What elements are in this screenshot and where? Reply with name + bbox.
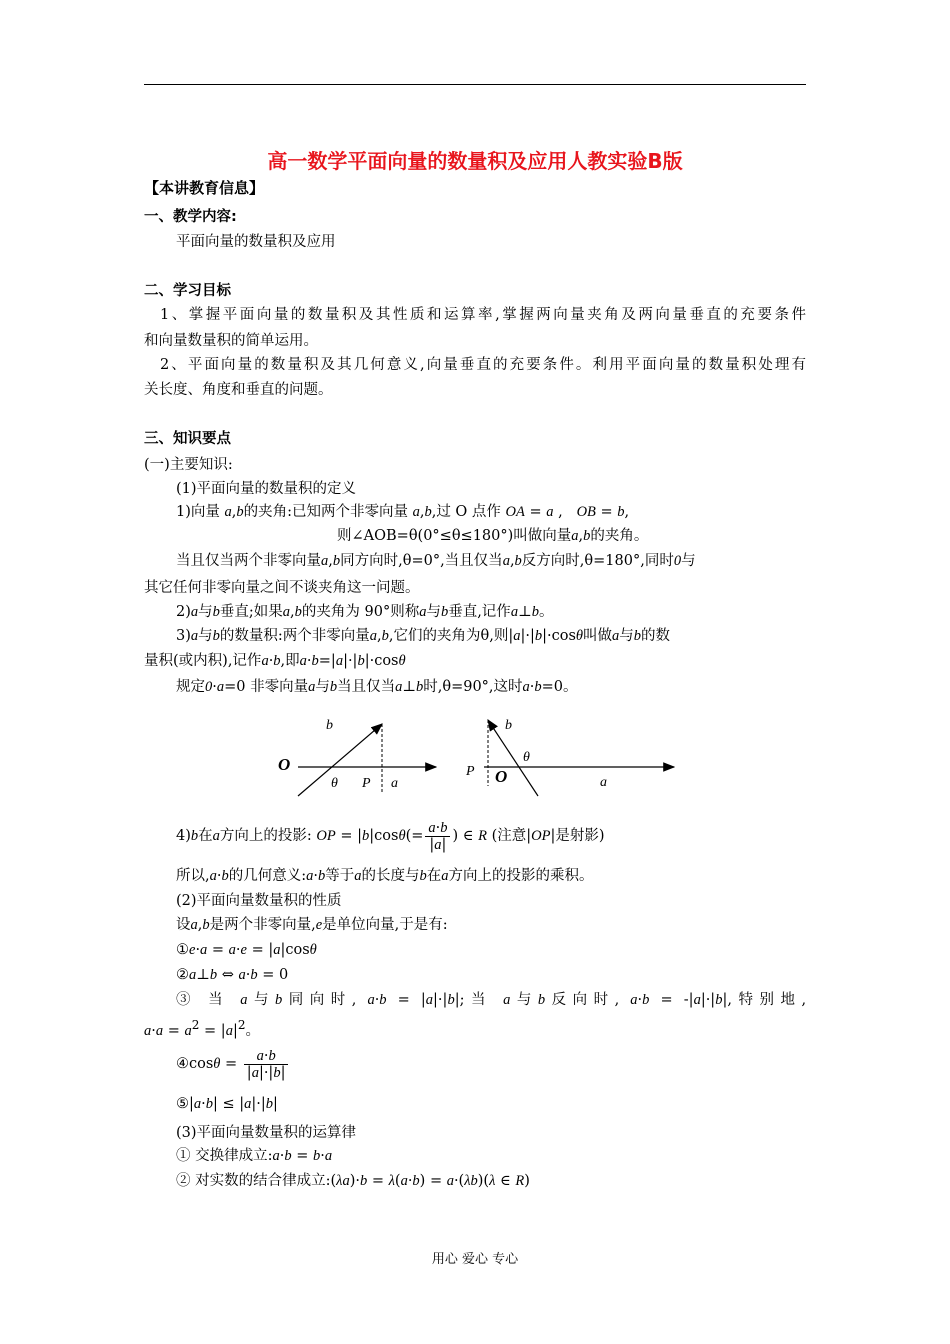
left-P-label: P	[362, 776, 371, 791]
item-3-line-2: 量积(或内积),记作a·b,即a·b=|a|·|b|·cosθ	[144, 653, 406, 669]
goal-2-line-1: 2、平面向量的数量积及其几何意义,向量垂直的充要条件。利用平面向量的数量积处理有	[160, 357, 806, 373]
law-commutative: ① 交换律成立:a·b = b·a	[176, 1148, 333, 1164]
diagram-left	[278, 718, 436, 796]
goal-2-line-2: 关长度、角度和垂直的问题。	[144, 382, 333, 398]
item-3-line-1: 3)a与b的数量积:两个非零向量a,b,它们的夹角为θ,则|a|·|b|·cosθ叫做a与b的数	[176, 628, 671, 644]
item-2: 2)a与b垂直;如果a,b的夹角为 90°则称a与b垂直,记作a⊥b。	[176, 604, 554, 620]
property-5: ⑤|a·b| ≤ |a|·|b|	[176, 1096, 278, 1112]
geometric-meaning: 所以,a·b的几何意义:a·b等于a的长度与b在a方向上的投影的乘积。	[176, 868, 594, 884]
property-2: ②a⊥b ⇔ a·b = 0	[176, 967, 289, 983]
right-O-label: O	[495, 767, 508, 786]
right-P-label: P	[466, 764, 475, 779]
law-associative: ② 对实数的结合律成立:(λa)·b = λ(a·b) = a·(λb)(λ ∈ R)	[176, 1173, 530, 1189]
property-4: ④cosθ = $\frac{a\cdot b}{|a|\cdot|b|}$	[176, 1042, 290, 1086]
section-2-heading: 二、学习目标	[144, 283, 231, 299]
goal-1-line-1: 1、掌握平面向量的数量积及其性质和运算率,掌握两向量夹角及两向量垂直的充要条件	[160, 307, 806, 323]
right-a-label: a	[600, 775, 607, 790]
section-1-heading: 一、教学内容:	[144, 209, 237, 225]
properties-intro: 设a,b是两个非零向量,e是单位向量,于是有:	[176, 917, 448, 933]
info-header: 【本讲教育信息】	[144, 179, 265, 197]
left-b-label: b	[326, 718, 333, 733]
property-3-line-2: $a\cdot a = a^2 = |a|^2$。	[144, 1018, 261, 1039]
item-1-line-1: 1)向量 a,b的夹角:已知两个非零向量 a,b,过 O 点作 OA = a , OB = b,	[176, 504, 630, 520]
item-4-projection: 4)b在a方向上的投影: OP = |b|cosθ(= $\frac{a\cdot b}{|a|}$ ) ∈ R (注意|OP|是射影)	[176, 819, 605, 853]
property-1: ①e·a = a·e = |a|cosθ	[176, 942, 317, 958]
right-b-label: b	[505, 718, 512, 733]
property-3-line-1: ③ 当 a与b同向时, a·b = |a|·|b|;当 a与b反向时, a·b = -|a|·|b|,特别地,	[176, 992, 807, 1008]
laws-title: (3)平面向量数量积的运算律	[176, 1125, 357, 1141]
diagram-right	[465, 718, 674, 796]
goal-1-line-2: 和向量数量积的简单运用。	[144, 333, 318, 349]
definition-title: (1)平面向量的数量积的定义	[176, 481, 357, 497]
subsection-1: (一)主要知识:	[144, 457, 233, 473]
left-theta-label: θ	[331, 776, 338, 791]
zero-vector-rule: 规定0·a=0 非零向量a与b当且仅当a⊥b时,θ=90°,这时a·b=0。	[176, 679, 578, 695]
header-rule	[144, 84, 806, 85]
page-title: 高一数学平面向量的数量积及应用人教实验B版	[267, 149, 683, 173]
angle-diagrams	[270, 710, 690, 810]
item-1-line-2: 则∠AOB=θ(0°≤θ≤180°)叫做向量a,b的夹角。	[337, 528, 649, 544]
same-direction-line-2: 其它任何非零向量之间不谈夹角这一问题。	[144, 580, 420, 596]
left-O-label: O	[278, 755, 291, 774]
properties-title: (2)平面向量数量积的性质	[176, 893, 342, 909]
section-1-body: 平面向量的数量积及应用	[176, 234, 336, 250]
section-3-heading: 三、知识要点	[144, 431, 231, 447]
page-footer: 用心 爱心 专心	[431, 1252, 519, 1267]
right-theta-label: θ	[523, 750, 530, 765]
same-direction-line-1: 当且仅当两个非零向量a,b同方向时,θ=0°,当且仅当a,b反方向时,θ=180°,同时0与	[176, 553, 696, 569]
left-a-label: a	[391, 776, 398, 791]
